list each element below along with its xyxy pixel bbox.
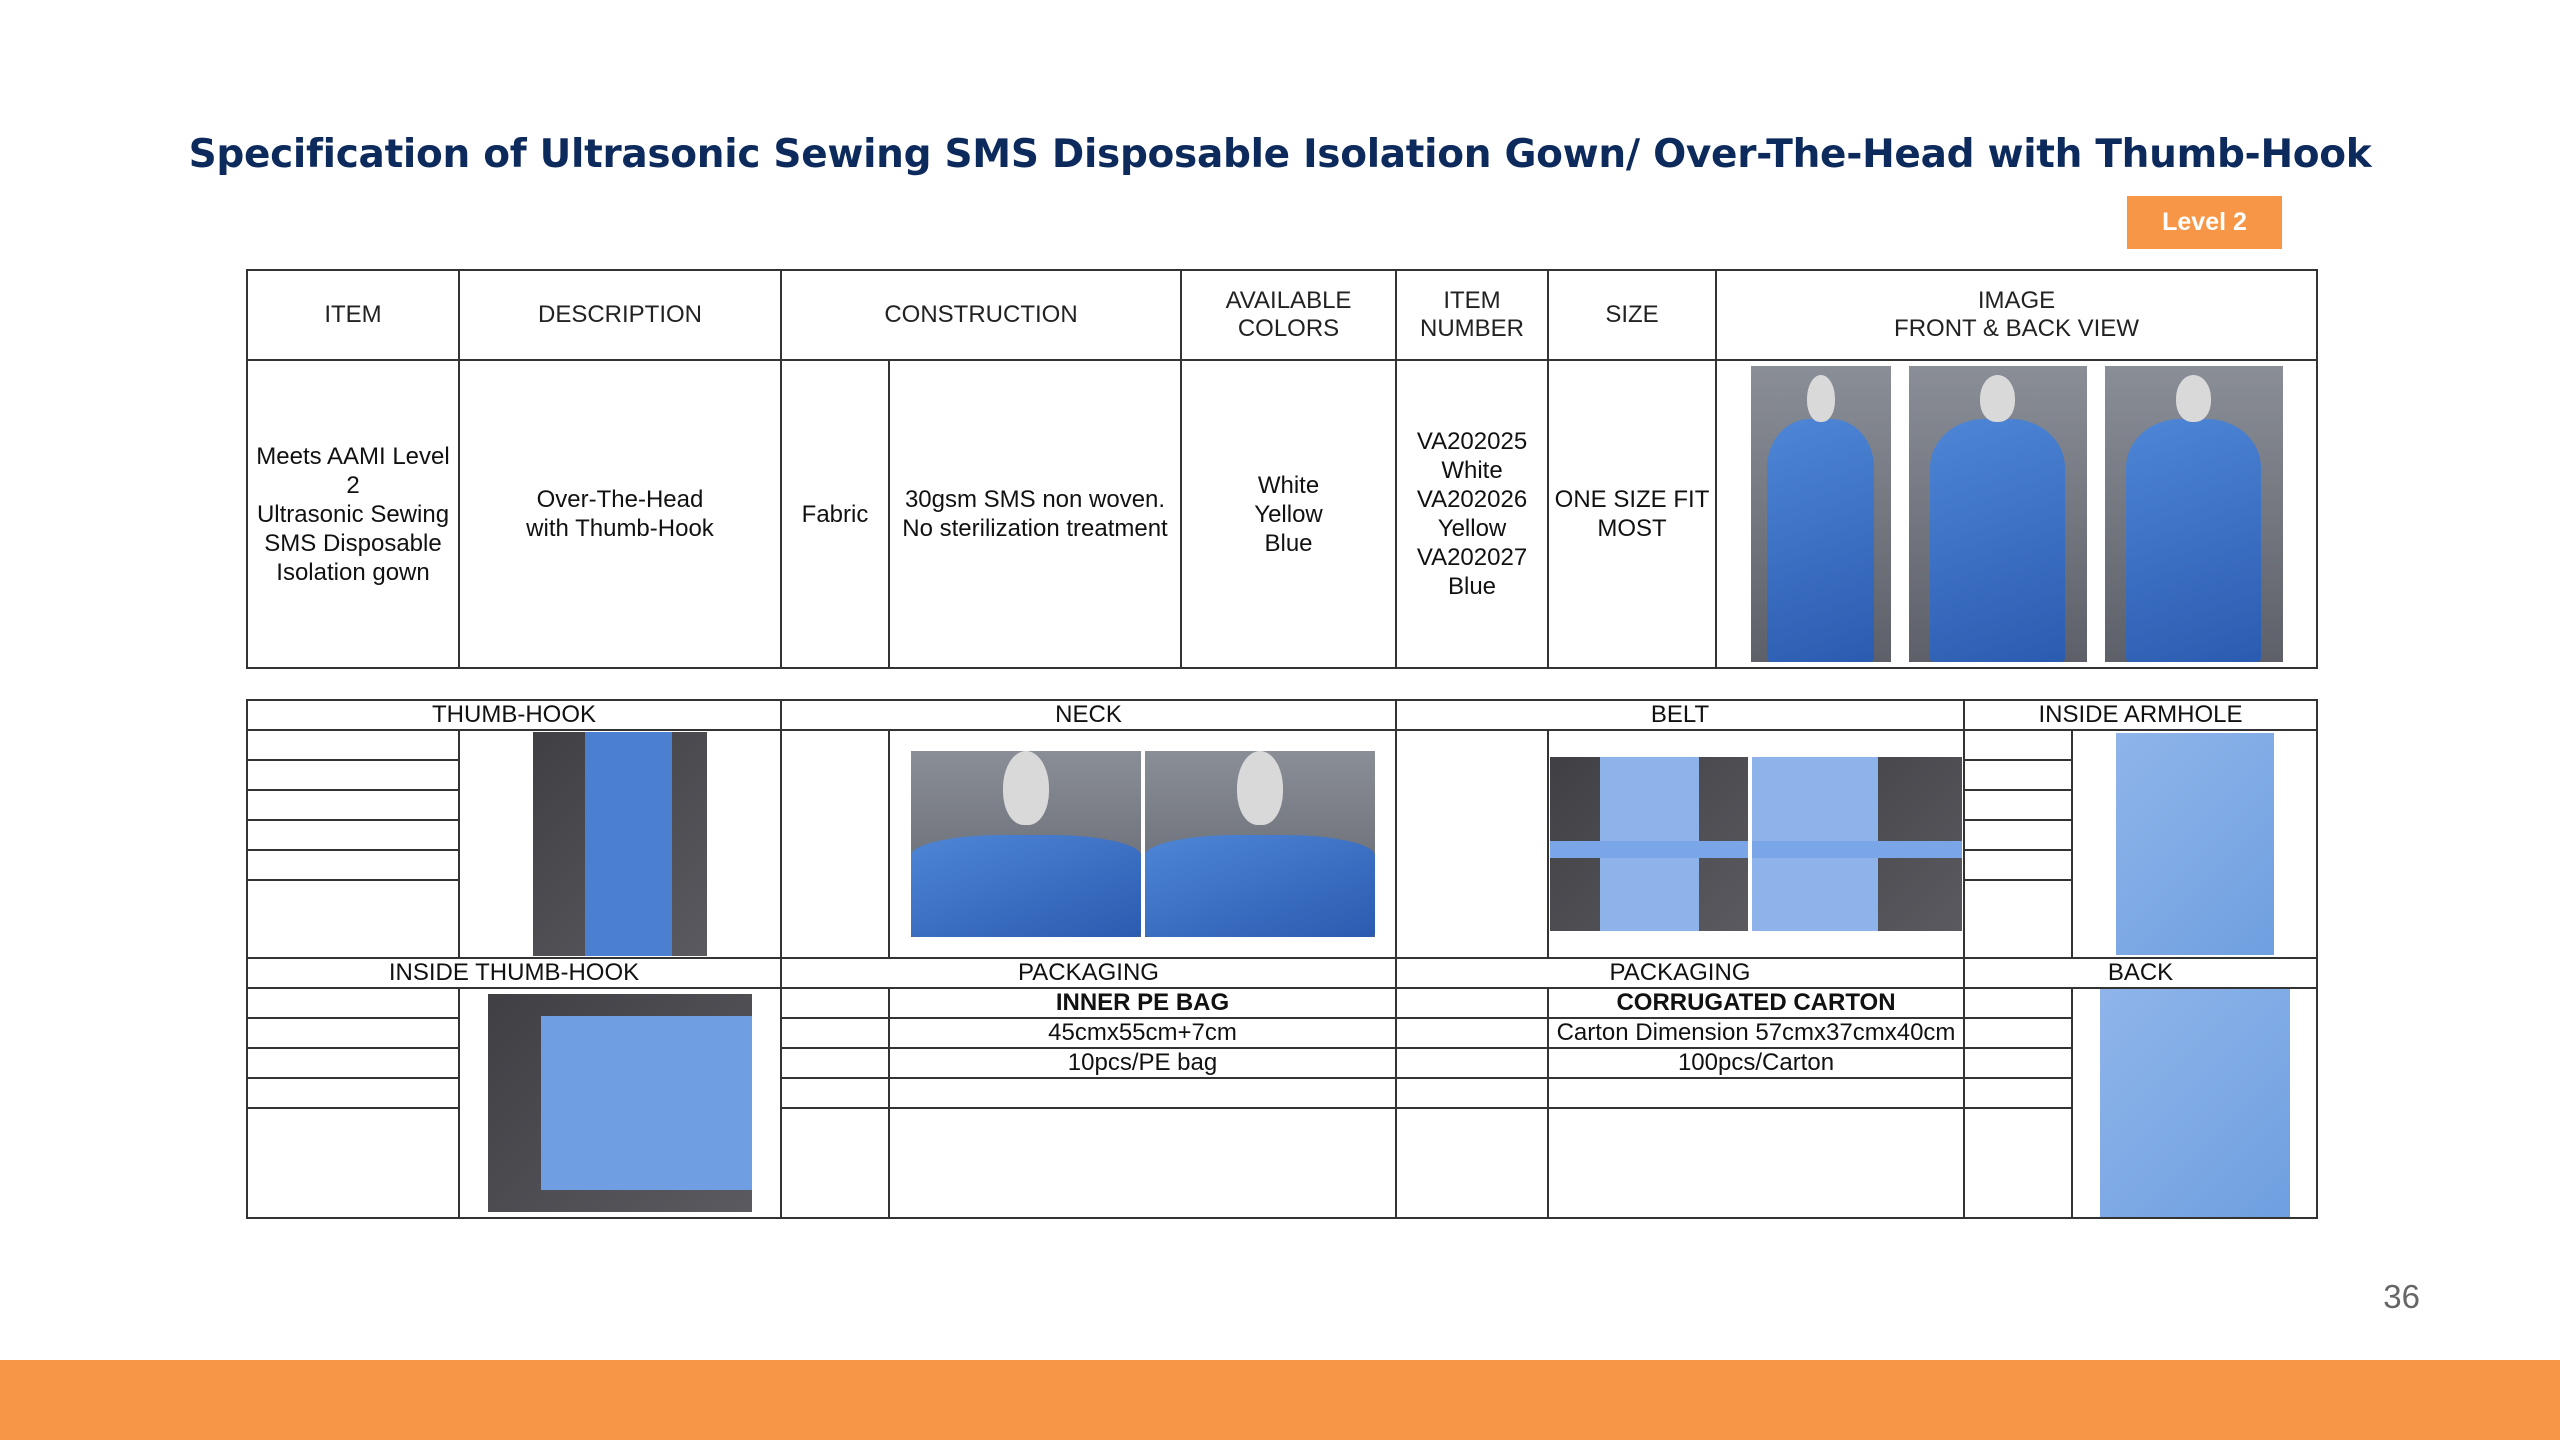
description-cell (459, 360, 781, 668)
label-back: BACK (1964, 958, 2317, 988)
header-item: ITEM (247, 270, 459, 360)
page-title: Specification of Ultrasonic Sewing SMS Disposable Isolation Gown/ Over-The-Head with Thumb-Hook (188, 132, 2372, 177)
grid-cell (247, 1078, 459, 1108)
grid-cell (1964, 850, 2072, 880)
color-name: White (1257, 471, 1320, 499)
belt-back-photo (1752, 757, 1962, 931)
item-line: SMS Disposable (264, 529, 442, 557)
item-number-line: Blue (1447, 573, 1497, 600)
color-name: Blue (1264, 529, 1313, 557)
inner-bag-dimension: 45cmx55cm+7cm (889, 1018, 1396, 1048)
carton-quantity: 100pcs/Carton (1548, 1048, 1964, 1078)
item-number-line: VA202026 (1416, 486, 1528, 513)
neck-front-photo (911, 751, 1141, 937)
inside-thumb-hook-photo (488, 994, 752, 1212)
label-packaging-carton: PACKAGING (1396, 958, 1964, 988)
grid-cell (1396, 1108, 1548, 1218)
grid-cell (1396, 1078, 1548, 1108)
carton-title: CORRUGATED CARTON (1548, 988, 1964, 1018)
grid-cell (1396, 1018, 1548, 1048)
grid-cell (247, 1018, 459, 1048)
description-line: with Thumb-Hook (526, 515, 714, 542)
header-description: DESCRIPTION (459, 270, 781, 360)
page-number: 36 (2383, 1278, 2420, 1315)
thumb-hook-photo-cell (459, 730, 781, 958)
size-line: MOST (1597, 515, 1667, 542)
item-line: 2 (346, 471, 360, 499)
grid-cell (781, 1078, 889, 1108)
grid-cell (1964, 730, 2072, 760)
grid-cell (1548, 1108, 1964, 1218)
grid-cell (781, 1108, 889, 1218)
image-cell (1716, 360, 2317, 668)
header-item-number (1396, 270, 1548, 360)
inner-bag-quantity: 10pcs/PE bag (889, 1048, 1396, 1078)
colors-cell (1181, 360, 1396, 668)
grid-cell (247, 1048, 459, 1078)
item-cell (247, 360, 459, 668)
detail-grid (246, 699, 2318, 1219)
grid-cell (781, 988, 889, 1018)
grid-cell (247, 850, 459, 880)
size-cell (1548, 360, 1716, 668)
inner-bag-title: INNER PE BAG (889, 988, 1396, 1018)
inside-armhole-photo (2116, 733, 2274, 955)
label-thumb-hook: THUMB-HOOK (247, 700, 781, 730)
color-name: Yellow (1254, 500, 1323, 528)
spec-header-row (247, 270, 2317, 360)
item-number-line: White (1441, 457, 1503, 484)
packaging-title-row (247, 988, 2317, 1018)
belt-photo-cell (1548, 730, 1964, 958)
header-size: SIZE (1548, 270, 1716, 360)
item-line: Meets AAMI Level (256, 442, 450, 470)
thumb-hook-photo (533, 732, 707, 956)
grid-cell (1964, 988, 2072, 1018)
construction-label-cell: Fabric (781, 360, 889, 668)
grid-header-row-2 (247, 958, 2317, 988)
item-line: Ultrasonic Sewing (256, 500, 450, 528)
grid-cell (1964, 820, 2072, 850)
back-view-photo (1909, 366, 2087, 662)
label-neck: NECK (781, 700, 1396, 730)
grid-cell (1964, 1078, 2072, 1108)
construction-value-cell (889, 360, 1181, 668)
grid-cell (247, 790, 459, 820)
back-photo-cell (2072, 988, 2317, 1218)
header-image-line1: IMAGE (1977, 287, 2056, 314)
item-number-line: Yellow (1437, 515, 1507, 542)
header-number-line2: NUMBER (1420, 315, 1525, 342)
item-line: Isolation gown (276, 558, 430, 586)
grid-cell (247, 1108, 459, 1218)
header-image-line2: FRONT & BACK VIEW (1894, 315, 2139, 342)
grid-cell (1964, 1018, 2072, 1048)
item-number-line: VA202027 (1416, 544, 1528, 571)
grid-cell (247, 730, 459, 760)
construction-line: No sterilization treatment (902, 515, 1168, 542)
grid-cell (1548, 1078, 1964, 1108)
size-line: ONE SIZE FIT (1554, 486, 1710, 513)
label-packaging-bag: PACKAGING (781, 958, 1396, 988)
header-number-line1: ITEM (1443, 287, 1501, 314)
grid-cell (889, 1078, 1396, 1108)
grid-cell (1964, 1048, 2072, 1078)
header-colors-line2: COLORS (1237, 315, 1340, 342)
grid-cell (247, 880, 459, 958)
header-colors-line1: AVAILABLE (1225, 287, 1352, 314)
grid-cell (1396, 1048, 1548, 1078)
grid-cell (1964, 760, 2072, 790)
front-view-photo (1751, 366, 1891, 662)
description-line: Over-The-Head (536, 486, 704, 513)
grid-cell (247, 988, 459, 1018)
header-available-colors (1181, 270, 1396, 360)
item-number-cell (1396, 360, 1548, 668)
label-inside-armhole: INSIDE ARMHOLE (1964, 700, 2317, 730)
footer-bar (0, 1360, 2560, 1440)
belt-front-photo (1550, 757, 1748, 931)
grid-cell (889, 1108, 1396, 1218)
inside-thumb-hook-photo-cell (459, 988, 781, 1218)
construction-line: 30gsm SMS non woven. (904, 486, 1166, 513)
grid-cell (247, 820, 459, 850)
carton-dimension: Carton Dimension 57cmx37cmx40cm (1548, 1018, 1964, 1048)
grid-photo-row (247, 730, 2317, 760)
neck-back-photo (1145, 751, 1375, 937)
grid-cell (1396, 988, 1548, 1018)
grid-cell (1964, 790, 2072, 820)
grid-cell (1964, 1108, 2072, 1218)
grid-cell (781, 1048, 889, 1078)
back-photo (2100, 989, 2290, 1217)
label-belt: BELT (1396, 700, 1964, 730)
grid-header-row-1 (247, 700, 2317, 730)
inside-armhole-photo-cell (2072, 730, 2317, 958)
side-view-photo (2105, 366, 2283, 662)
header-construction: CONSTRUCTION (781, 270, 1181, 360)
item-number-line: VA202025 (1416, 428, 1528, 455)
grid-cell (781, 730, 889, 958)
label-inside-thumb-hook: INSIDE THUMB-HOOK (247, 958, 781, 988)
neck-photo-cell (889, 730, 1396, 958)
level-badge: Level 2 (2127, 196, 2282, 249)
grid-cell (247, 760, 459, 790)
grid-cell (1964, 880, 2072, 958)
specification-table (246, 269, 2318, 669)
grid-cell (781, 1018, 889, 1048)
header-image (1716, 270, 2317, 360)
grid-cell (1396, 730, 1548, 958)
spec-data-row (247, 360, 2317, 668)
